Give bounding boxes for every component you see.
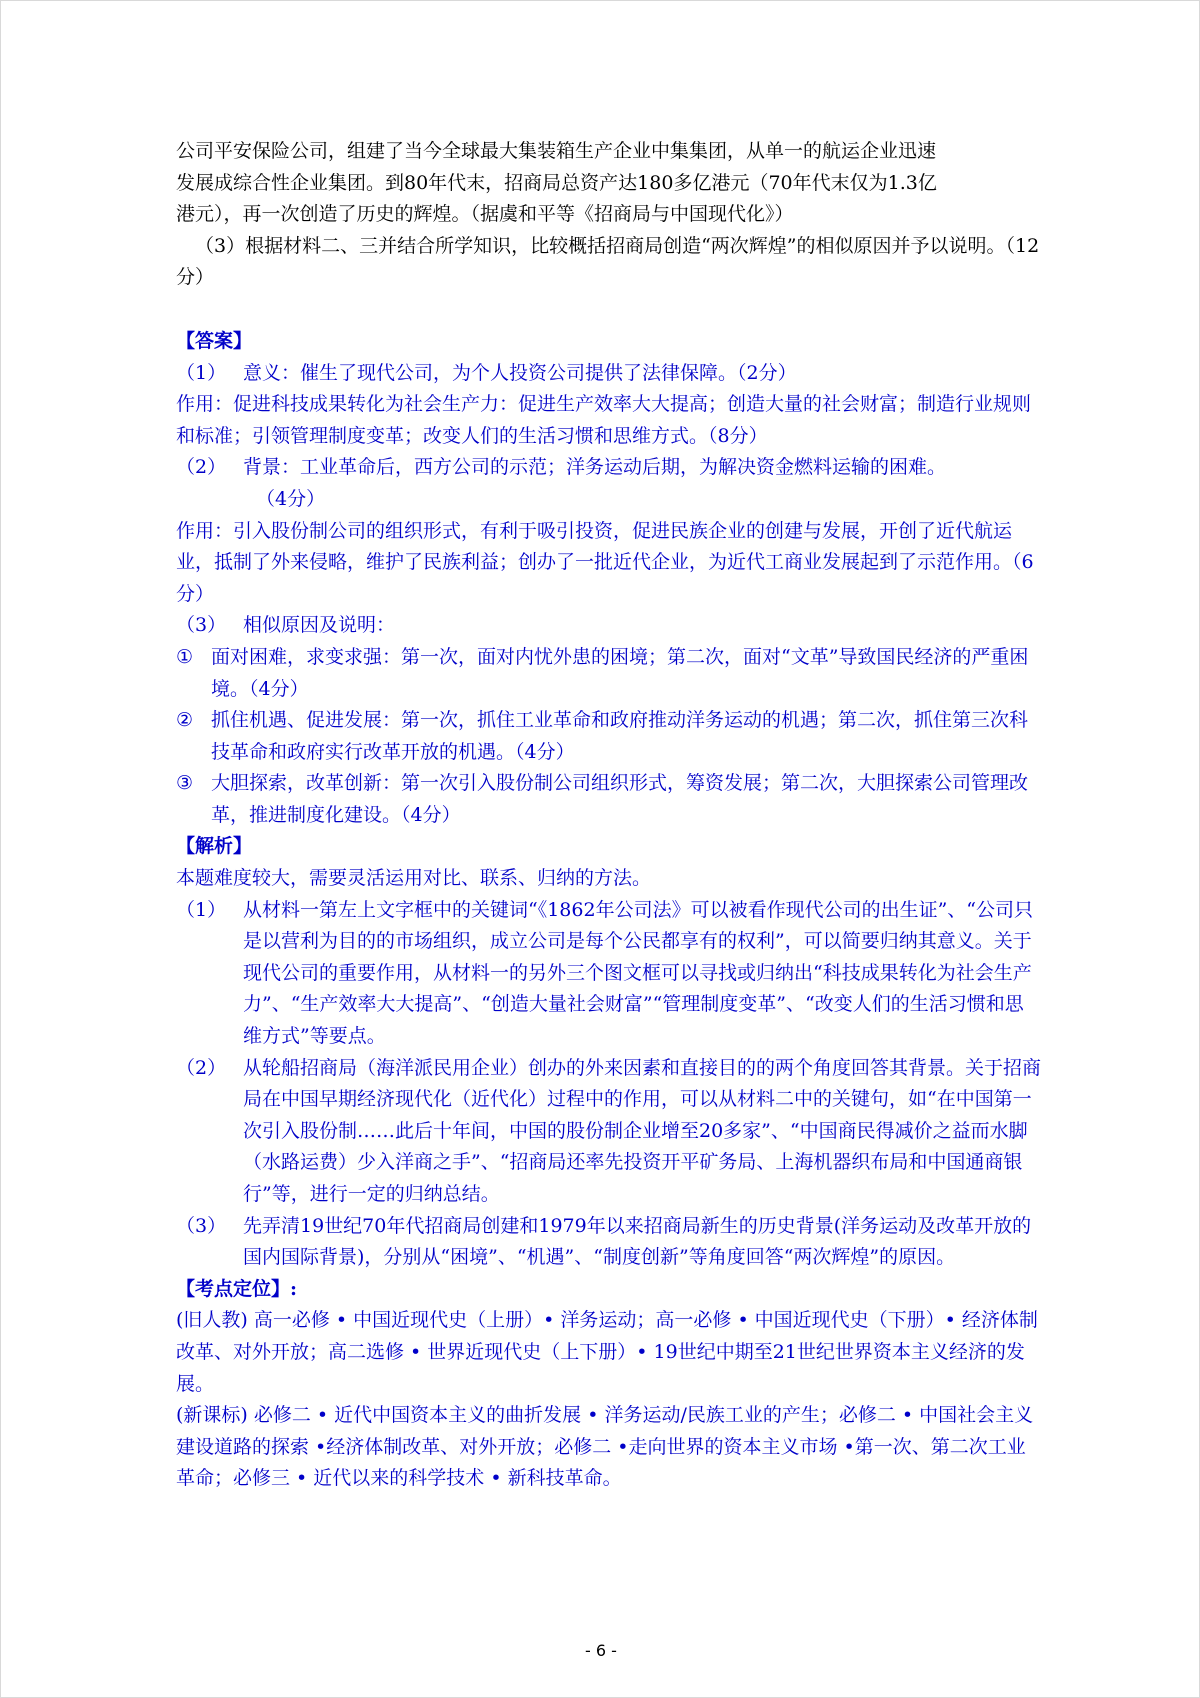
reason-number: ① (176, 645, 194, 668)
analysis-item-text: 从轮船招商局（海洋派民用企业）创办的外来因素和直接目的的两个角度回答其背景。关于招商局在中国早期经济现代化（近代化）过程中的作用，可以从材料二中的关键句，如“在中国第一次引入股份制……此后十年间，中国的股份制企业增至20多家”、“中国商民得减价之益而水脚（水路运费）少入洋商之手”、“招商局还率先投资开平矿务局、上海机器织布局和中国通商银行”等，进行一定的归纳总结。 (243, 1056, 1042, 1205)
analysis-heading: 【解析】 (176, 835, 253, 858)
exam-points-heading: 【考点定位】: (176, 1277, 298, 1300)
answer-item-text: 背景：工业革命后，西方公司的示范；洋务运动后期，为解决资金燃料运输的困难。 (243, 456, 947, 479)
answer-item-2 (176, 452, 1041, 484)
answer-item-number: （3） (176, 614, 227, 637)
answer-2-score: （4分） (256, 487, 326, 510)
page-number: - 6 - (585, 1641, 617, 1660)
page-content (176, 136, 1041, 1495)
answer-item-number: （2） (176, 456, 227, 479)
analysis-item-number: （1） (176, 898, 227, 921)
reason-text: 大胆探索，改革创新：第一次引入股份制公司组织形式，筹资发展；第二次，大胆探索公司管理改革，推进制度化建设。（4分） (211, 772, 1029, 826)
analysis-item-text: 从材料一第左上文字框中的关键词“《1862年公司法》可以被看作现代公司的出生证”、“公司只是以营利为目的的市场组织，成立公司是每个公民都享有的权利”，可以简要归纳其意义。关于现代公司的重要作用，从材料一的另外三个图文框可以寻找或归纳出“科技成果转化为社会生产力”、“生产效率大大提高”、“创造大量社会财富”“管理制度变革”、“改变人们的生活习惯和思维方式”等要点。 (243, 898, 1033, 1048)
reason-item (176, 642, 1041, 705)
analysis-section (176, 831, 1041, 1273)
answer-2-role: 作用：引入股份制公司的组织形式，有利于吸引投资，促进民族企业的创建与发展，开创了近代航运业，抵制了外来侵略，维护了民族利益；创办了一批近代企业，为近代工商业发展起到了示范作用。（6分） (176, 519, 1034, 605)
reason-number: ② (176, 709, 194, 732)
reason-item (176, 768, 1041, 831)
exam-points-new: (新课标) 必修二 • 近代中国资本主义的曲折发展 • 洋务运动/民族工业的产生；必修二 • 中国社会主义建设道路的探索 •经济体制改革、对外开放；必修二 •走向世界的资本主义市场 •第一次、第二次工业革命；必修三 • 近代以来的科学技术 • 新科技革命。 (176, 1404, 1034, 1490)
analysis-item-number: （3） (176, 1214, 227, 1237)
answer-item-number: （1） (176, 361, 227, 384)
material-line: 公司平安保险公司，组建了当今全球最大集装箱生产企业中集集团，从单一的航运企业迅速 (176, 140, 937, 162)
material-line: 发展成综合性企业集团。到80年代末，招商局总资产达180多亿港元（70年代末仅为1.3亿 (176, 171, 937, 194)
answer-item-text: 相似原因及说明： (243, 614, 396, 637)
analysis-item-number: （2） (176, 1056, 227, 1079)
exam-points-section (176, 1274, 1041, 1495)
analysis-item (176, 1053, 1041, 1211)
answer-heading: 【答案】 (176, 329, 253, 352)
reason-number: ③ (176, 772, 194, 795)
answer-section (176, 326, 1041, 832)
material-three-tail (176, 136, 1041, 294)
analysis-item (176, 1211, 1041, 1274)
answer-item-1 (176, 358, 1041, 390)
answer-item-text: 意义：催生了现代公司，为个人投资公司提供了法律保障。（2分） (243, 361, 797, 384)
material-line: 港元），再一次创造了历史的辉煌。（据虞和平等《招商局与中国现代化》） (176, 203, 794, 226)
reason-text: 面对困难，求变求强：第一次，面对内忧外患的困境；第二次，面对“文革”导致国民经济的严重困境。（4分） (211, 645, 1029, 700)
question-3: （3）根据材料二、三并结合所学知识，比较概括招商局创造“两次辉煌”的相似原因并予以说明。（12分） (176, 234, 1040, 289)
answer-item-3 (176, 610, 1041, 642)
analysis-item-text: 先弄清19世纪70年代招商局创建和1979年以来招商局新生的历史背景(洋务运动及改革开放的国内国际背景)，分别从“困境”、“机遇”、“制度创新”等角度回答“两次辉煌”的原因。 (243, 1214, 1032, 1269)
reason-item (176, 705, 1041, 768)
exam-points-old: (旧人教) 高一必修 • 中国近现代史（上册）• 洋务运动；高一必修 • 中国近现代史（下册）• 经济体制改革、对外开放；高二选修 • 世界近现代史（上下册）• 19世纪中期至21世纪世界资本主义经济的发展。 (176, 1309, 1038, 1395)
reason-text: 抓住机遇、促进发展：第一次，抓住工业革命和政府推动洋务运动的机遇；第二次，抓住第三次科技革命和政府实行改革开放的机遇。（4分） (211, 709, 1029, 763)
analysis-intro: 本题难度较大，需要灵活运用对比、联系、归纳的方法。 (176, 867, 652, 890)
analysis-item (176, 895, 1041, 1053)
answer-1-role: 作用：促进科技成果转化为社会生产力：促进生产效率大大提高；创造大量的社会财富；制造行业规则和标准；引领管理制度变革；改变人们的生活习惯和思维方式。（8分） (176, 393, 1032, 447)
